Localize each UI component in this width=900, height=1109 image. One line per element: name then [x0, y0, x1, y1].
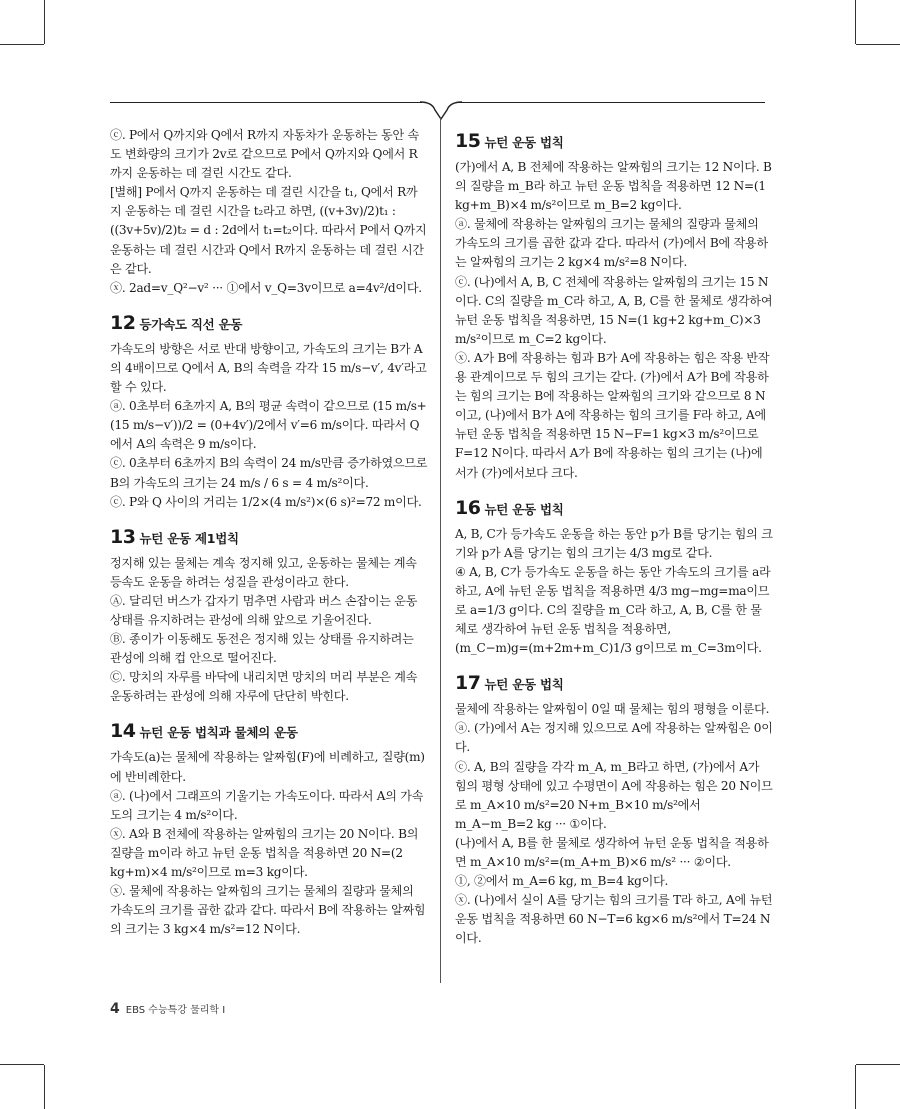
paragraph: [별해] P에서 Q까지 운동하는 데 걸린 시간을 t₁, Q에서 R까지 운동하는 데 걸린 시간을 t₂라고 하면, ((v+3v)/2)t₁ : ((3v+5v)/2)t₂ = d : 2d에서 t₁=t₂이다. 따라서 P에서 Q까지 운동하는 데 걸린 시간과 Q에서 R까지 운동하는 데 걸린 시간은 같다. — [110, 185, 427, 276]
problem-heading — [455, 493, 773, 523]
page-number: 4 — [110, 1001, 120, 1017]
paragraph: ①, ②에서 m_A=6 kg, m_B=4 kg이다. — [455, 874, 669, 889]
paragraph: 정지해 있는 물체는 계속 정지해 있고, 운동하는 물체는 계속 등속도 운동을 하려는 성질을 관성이라고 한다. — [110, 555, 417, 589]
paragraph: ⓒ. P에서 Q까지와 Q에서 R까지 자동차가 운동하는 동안 속도 변화량의 크기가 2v로 같으므로 P에서 Q까지와 Q에서 R까지 운동하는 데 걸린 시간도 같다. — [110, 128, 419, 181]
crop-mark — [44, 1065, 45, 1109]
paragraph: Ⓒ. 망치의 자루를 바닥에 내리치면 망치의 머리 부분은 계속 운동하려는 관성에 의해 자루에 단단히 박힌다. — [110, 670, 418, 704]
paragraph: A, B, C가 등가속도 운동을 하는 동안 p가 B를 당기는 힘의 크기와 p가 A를 당기는 힘의 크기는 4/3 mg로 같다. — [455, 526, 773, 560]
paragraph: 물체에 작용하는 알짜힘이 0일 때 물체는 힘의 평형을 이룬다. — [455, 702, 770, 717]
paragraph: Ⓑ. 종이가 이동해도 동전은 정지해 있는 상태를 유지하려는 관성에 의해 컵 안으로 떨어진다. — [110, 632, 414, 666]
problem-title: 뉴턴 운동 법칙 — [484, 677, 564, 693]
problem-number: 13 — [110, 525, 136, 548]
paragraph: ⓐ. (나)에서 그래프의 기울기는 가속도이다. 따라서 A의 가속도의 크기는 4 m/s²이다. — [110, 788, 424, 822]
header-rule-right — [458, 102, 765, 103]
paragraph: ⓐ. 0초부터 6초까지 A, B의 평균 속력이 같으므로 (15 m/s+(15 m/s−v′))/2 = (0+4v′)/2에서 v′=6 m/s이다. 따라서 Q에서 A의 속력은 9 m/s이다. — [110, 399, 427, 452]
crop-mark — [855, 1065, 856, 1109]
problem-title: 뉴턴 운동 법칙 — [484, 501, 564, 517]
paragraph: ⓧ. 물체에 작용하는 알짜힘의 크기는 물체의 질량과 물체의 가속도의 크기를 곱한 값과 같다. 따라서 B에 작용하는 알짜힘의 크기는 3 kg×4 m/s²=12 N이다. — [110, 884, 426, 937]
paragraph: ⓧ. A가 B에 작용하는 힘과 B가 A에 작용하는 힘은 작용 반작용 관계이므로 두 힘의 크기는 같다. (가)에서 A가 B에 작용하는 힘의 크기는 B에 작용하는 알짜힘의 크기와 같으므로 8 N이고, (나)에서 B가 A에 작용하는 힘의 크기를 F라 하고, A에 뉴턴 운동 법칙을 적용하면 15 N−F=1 kg×3 m/s²이므로 F=12 N이다. 따라서 A가 B에 작용하는 힘의 크기는 (나)에서가 (가)에서보다 크다. — [455, 350, 770, 480]
paragraph: 가속도의 방향은 서로 반대 방향이고, 가속도의 크기는 B가 A의 4배이므로 Q에서 A, B의 속력을 각각 15 m/s−v′, 4v′라고 할 수 있다. — [110, 341, 427, 395]
paragraph: ⓒ. A, B의 질량을 각각 m_A, m_B라고 하면, (가)에서 A가 힘의 평형 상태에 있고 수평면이 A에 작용하는 힘은 20 N이므로 m_A×10 m/s²=20 N+m_B×10 m/s²에서 m_A−m_B=2 kg ··· ①이다. — [455, 759, 773, 831]
problem-title: 등가속도 직선 운동 — [139, 316, 243, 332]
problem-title: 뉴턴 운동 법칙 — [484, 135, 564, 150]
right-column — [455, 126, 773, 949]
problem-number: 12 — [110, 311, 136, 334]
paragraph: ⓧ. A와 B 전체에 작용하는 알짜힘의 크기는 20 N이다. B의 질량을 m이라 하고 뉴턴 운동 법칙을 적용하면 20 N=(2 kg+m)×4 m/s²이므로 m=3 kg이다. — [110, 826, 419, 880]
problem-number: 16 — [455, 496, 481, 519]
paragraph: ⓒ. (나)에서 A, B, C 전체에 작용하는 알짜힘의 크기는 15 N이다. C의 질량을 m_C라 하고, A, B, C를 한 물체로 생각하여 뉴턴 운동 법칙을 적용하면, 15 N=(1 kg+2 kg+m_C)×3 m/s²이므로 m_C=2 kg이다. — [455, 274, 773, 346]
paragraph: ④ A, B, C가 등가속도 운동을 하는 동안 가속도의 크기를 a라 하고, A에 뉴턴 운동 법칙을 적용하면 4/3 mg−mg=ma이므로 a=1/3 g이다. C의 질량을 m_C라 하고, A, B, C를 한 물체로 생각하여 뉴턴 운동 법칙을 적용하면, — [455, 564, 771, 637]
problem-title: 뉴턴 운동 법칙과 물체의 운동 — [139, 725, 298, 741]
crop-mark — [856, 44, 900, 45]
problem-heading — [110, 522, 428, 552]
page-footer — [110, 1001, 225, 1017]
paragraph: ⓒ. 0초부터 6초까지 B의 속력이 24 m/s만큼 증가하였으므로 B의 가속도의 크기는 24 m/s / 6 s = 4 m/s²이다. — [110, 456, 428, 490]
crop-mark — [855, 0, 856, 44]
problem-title: 뉴턴 운동 제1법칙 — [139, 530, 239, 546]
problem-heading — [455, 668, 773, 698]
crop-mark — [856, 1064, 900, 1065]
book-title: EBS 수능특강 물리학 Ⅰ — [125, 1005, 226, 1016]
paragraph: ⓧ. (나)에서 실이 A를 당기는 힘의 크기를 T라 하고, A에 뉴턴 운동 법칙을 적용하면 60 N−T=6 kg×6 m/s²에서 T=24 N이다. — [455, 893, 773, 946]
problem-heading — [455, 126, 773, 156]
problem-number: 15 — [455, 130, 481, 152]
crop-mark — [44, 0, 45, 44]
paragraph: (나)에서 A, B를 한 물체로 생각하여 뉴턴 운동 법칙을 적용하면 m_A×10 m/s²=(m_A+m_B)×6 m/s² ··· ②이다. — [455, 835, 769, 870]
column-divider — [440, 118, 441, 983]
crop-mark — [0, 1064, 44, 1065]
problem-number: 17 — [455, 672, 481, 695]
paragraph: 가속도(a)는 물체에 작용하는 알짜힘(F)에 비례하고, 질량(m)에 반비례한다. — [110, 750, 425, 784]
paragraph: ⓐ. 물체에 작용하는 알짜힘의 크기는 물체의 질량과 물체의 가속도의 크기를 곱한 값과 같다. 따라서 (가)에서 B에 작용하는 알짜힘의 크기는 2 kg×4 m/s²=8 N이다. — [455, 217, 768, 270]
crop-mark — [0, 44, 44, 45]
paragraph: Ⓐ. 달리던 버스가 갑자기 멈추면 사람과 버스 손잡이는 운동 상태를 유지하려는 관성에 의해 앞으로 기울어진다. — [110, 593, 418, 627]
left-column — [110, 126, 428, 939]
header-notch — [418, 100, 464, 122]
problem-heading — [110, 716, 428, 746]
problem-number: 14 — [110, 720, 136, 743]
paragraph: (m_C−m)g=(m+2m+m_C)1/3 g이므로 m_C=3m이다. — [455, 641, 762, 656]
paragraph: ⓐ. (가)에서 A는 정지해 있으므로 A에 작용하는 알짜힘은 0이다. — [455, 721, 773, 755]
problem-heading — [110, 308, 428, 338]
paragraph: (가)에서 A, B 전체에 작용하는 알짜힘의 크기는 12 N이다. B의 질량을 m_B라 하고 뉴턴 운동 법칙을 적용하면 12 N=(1 kg+m_B)×4 m/s²이므로 m_B=2 kg이다. — [455, 160, 772, 213]
header-rule-left — [110, 102, 422, 103]
paragraph: ⓧ. 2ad=v_Q²−v² ··· ①에서 v_Q=3v이므로 a=4v²/d이다. — [110, 280, 422, 295]
paragraph: ⓒ. P와 Q 사이의 거리는 1/2×(4 m/s²)×(6 s)²=72 m이다. — [110, 494, 422, 509]
